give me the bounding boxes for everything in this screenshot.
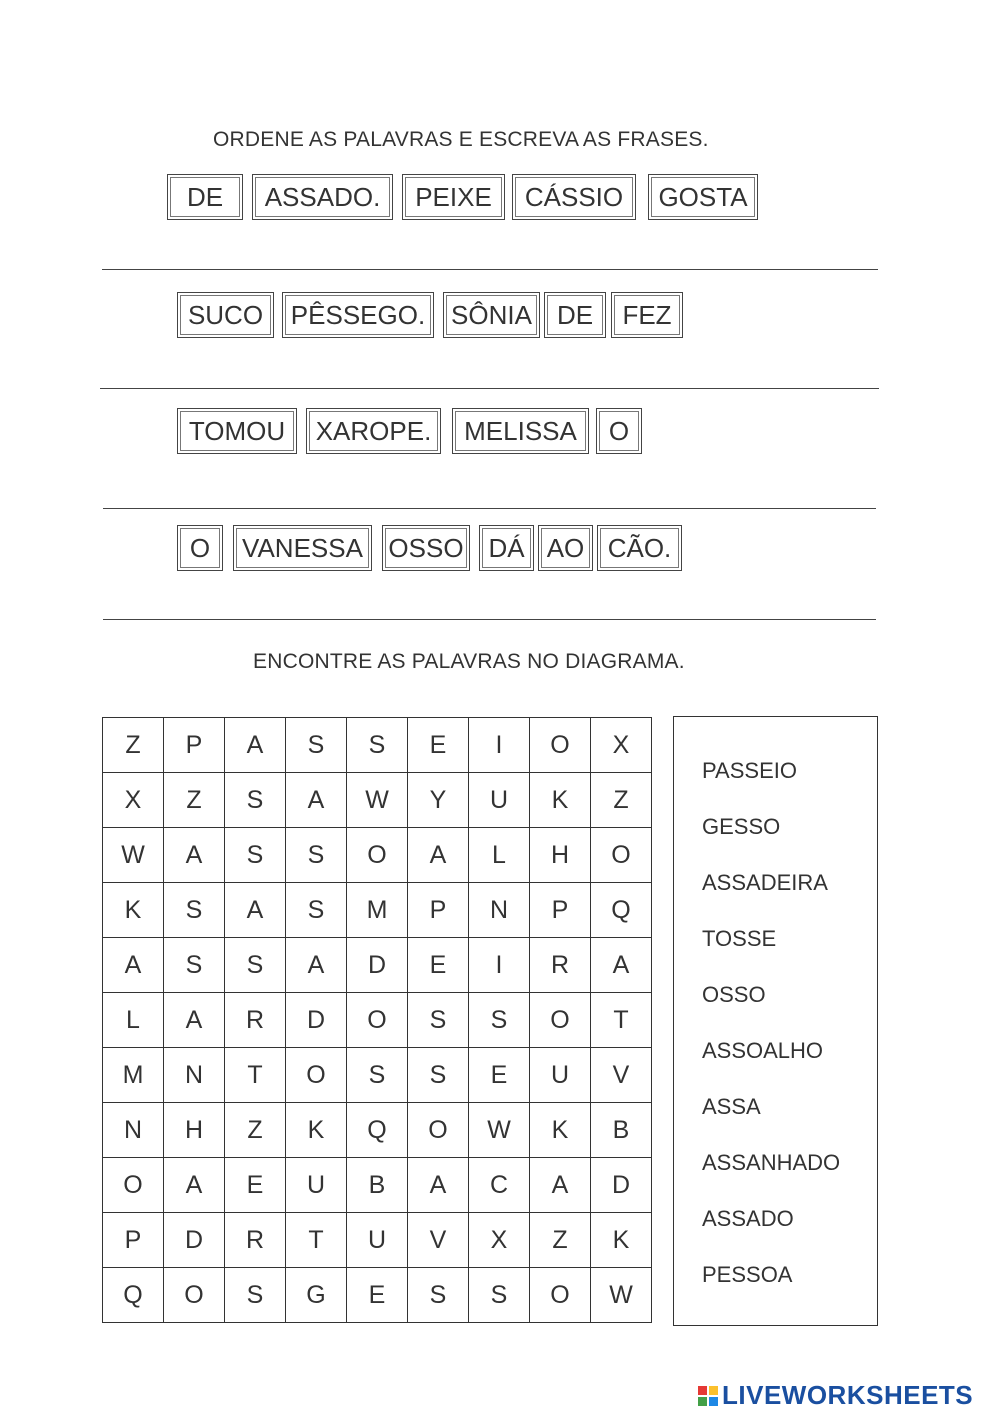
grid-cell[interactable]: R <box>530 938 591 993</box>
grid-cell[interactable]: Q <box>347 1103 408 1158</box>
word-tile[interactable]: MELISSA <box>452 408 589 454</box>
word-list-item: ASSADO <box>702 1206 794 1231</box>
grid-cell[interactable]: E <box>408 938 469 993</box>
grid-cell[interactable]: E <box>347 1268 408 1323</box>
grid-cell[interactable]: O <box>530 1268 591 1323</box>
grid-cell[interactable]: S <box>408 993 469 1048</box>
word-tile[interactable]: SUCO <box>177 292 274 338</box>
grid-cell[interactable]: A <box>408 1158 469 1213</box>
grid-cell[interactable]: R <box>225 993 286 1048</box>
word-list-item: PASSEIO <box>702 758 797 783</box>
grid-cell[interactable]: L <box>469 828 530 883</box>
word-list-item: GESSO <box>702 814 781 839</box>
grid-cell[interactable]: S <box>225 828 286 883</box>
grid-cell[interactable]: N <box>469 883 530 938</box>
grid-cell[interactable]: U <box>469 773 530 828</box>
grid-row <box>103 993 652 1048</box>
grid-cell[interactable]: W <box>103 828 164 883</box>
grid-cell[interactable]: V <box>591 1048 652 1103</box>
grid-cell[interactable]: D <box>286 993 347 1048</box>
grid-cell[interactable]: A <box>164 828 225 883</box>
grid-cell[interactable]: A <box>225 718 286 773</box>
grid-cell[interactable]: S <box>408 1268 469 1323</box>
grid-cell[interactable]: P <box>164 718 225 773</box>
grid-cell[interactable]: I <box>469 718 530 773</box>
grid-cell[interactable]: N <box>164 1048 225 1103</box>
grid-cell[interactable]: N <box>103 1103 164 1158</box>
grid-cell[interactable]: U <box>347 1213 408 1268</box>
grid-cell[interactable]: S <box>286 718 347 773</box>
grid-cell[interactable]: Y <box>408 773 469 828</box>
word-tile[interactable]: TOMOU <box>177 408 297 454</box>
grid-cell[interactable]: D <box>591 1158 652 1213</box>
grid-cell[interactable]: D <box>164 1213 225 1268</box>
grid-row <box>103 828 652 883</box>
answer-line-3[interactable] <box>103 508 876 509</box>
grid-cell[interactable]: K <box>530 773 591 828</box>
section2-title: ENCONTRE AS PALAVRAS NO DIAGRAMA. <box>253 650 685 673</box>
grid-row <box>103 938 652 993</box>
answer-line-2[interactable] <box>100 388 879 389</box>
word-list-item: PESSOA <box>702 1262 793 1287</box>
grid-cell[interactable]: S <box>164 938 225 993</box>
word-tile[interactable]: CÃO. <box>597 525 682 571</box>
word-tile[interactable]: CÁSSIO <box>512 174 636 220</box>
grid-cell[interactable]: K <box>530 1103 591 1158</box>
grid-cell[interactable]: S <box>225 773 286 828</box>
grid-cell[interactable]: K <box>286 1103 347 1158</box>
grid-cell[interactable]: R <box>225 1213 286 1268</box>
grid-cell[interactable]: O <box>103 1158 164 1213</box>
word-list-item: ASSOALHO <box>702 1038 824 1063</box>
grid-cell[interactable]: P <box>408 883 469 938</box>
grid-cell[interactable]: U <box>286 1158 347 1213</box>
liveworksheets-logo[interactable] <box>698 1380 973 1411</box>
grid-cell[interactable]: T <box>591 993 652 1048</box>
grid-cell[interactable]: W <box>469 1103 530 1158</box>
word-list-item: OSSO <box>702 982 766 1007</box>
word-tile[interactable]: FEZ <box>611 292 683 338</box>
grid-cell[interactable]: Z <box>591 773 652 828</box>
grid-cell[interactable]: E <box>408 718 469 773</box>
grid-cell[interactable]: K <box>591 1213 652 1268</box>
grid-cell[interactable]: O <box>408 1103 469 1158</box>
liveworksheets-logo-icon <box>698 1386 718 1406</box>
logo-text: LIVEWORKSHEETS <box>722 1380 974 1410</box>
grid-cell[interactable]: M <box>103 1048 164 1103</box>
grid-cell[interactable]: P <box>530 883 591 938</box>
grid-row <box>103 1268 652 1323</box>
grid-cell[interactable]: O <box>286 1048 347 1103</box>
word-tile[interactable]: DÁ <box>479 525 534 571</box>
grid-cell[interactable]: S <box>469 1268 530 1323</box>
grid-cell[interactable]: X <box>591 718 652 773</box>
answer-line-1[interactable] <box>102 269 878 270</box>
grid-cell[interactable]: V <box>408 1213 469 1268</box>
grid-row <box>103 883 652 938</box>
grid-row <box>103 773 652 828</box>
grid-cell[interactable]: H <box>530 828 591 883</box>
grid-cell[interactable]: S <box>225 1268 286 1323</box>
grid-cell[interactable]: W <box>591 1268 652 1323</box>
grid-cell[interactable]: S <box>408 1048 469 1103</box>
grid-cell[interactable]: M <box>347 883 408 938</box>
grid-cell[interactable]: Z <box>225 1103 286 1158</box>
grid-row <box>103 1103 652 1158</box>
word-list-item: TOSSE <box>702 926 777 951</box>
grid-cell[interactable]: O <box>164 1268 225 1323</box>
grid-cell[interactable]: X <box>469 1213 530 1268</box>
grid-cell[interactable]: U <box>530 1048 591 1103</box>
word-tile[interactable]: PÊSSEGO. <box>282 292 434 338</box>
grid-cell[interactable]: S <box>225 938 286 993</box>
grid-row <box>103 1048 652 1103</box>
grid-cell[interactable]: T <box>286 1213 347 1268</box>
word-tile[interactable]: ASSADO. <box>252 174 393 220</box>
grid-cell[interactable]: O <box>591 828 652 883</box>
grid-cell[interactable]: Q <box>103 1268 164 1323</box>
grid-cell[interactable]: D <box>347 938 408 993</box>
grid-row <box>103 1158 652 1213</box>
word-tile[interactable]: DE <box>544 292 606 338</box>
grid-cell[interactable]: A <box>286 773 347 828</box>
word-tile[interactable]: O <box>177 525 223 571</box>
word-tile[interactable]: SÔNIA <box>443 292 540 338</box>
grid-cell[interactable]: P <box>103 1213 164 1268</box>
grid-cell[interactable]: O <box>530 718 591 773</box>
grid-cell[interactable]: Z <box>103 718 164 773</box>
grid-cell[interactable]: S <box>469 993 530 1048</box>
grid-cell[interactable]: Q <box>591 883 652 938</box>
word-tile[interactable]: O <box>596 408 642 454</box>
grid-cell[interactable]: A <box>408 828 469 883</box>
grid-cell[interactable]: O <box>347 828 408 883</box>
grid-cell[interactable]: W <box>347 773 408 828</box>
word-tile[interactable]: PEIXE <box>402 174 505 220</box>
grid-cell[interactable]: O <box>530 993 591 1048</box>
word-list-item: ASSA <box>702 1094 761 1119</box>
word-tile[interactable]: XAROPE. <box>306 408 441 454</box>
grid-cell[interactable]: A <box>103 938 164 993</box>
word-tile[interactable]: AO <box>538 525 593 571</box>
grid-cell[interactable]: S <box>347 718 408 773</box>
word-search-grid <box>102 717 652 1323</box>
grid-cell[interactable]: A <box>164 1158 225 1213</box>
word-tile[interactable]: VANESSA <box>233 525 372 571</box>
grid-cell[interactable]: B <box>347 1158 408 1213</box>
grid-cell[interactable]: L <box>103 993 164 1048</box>
grid-cell[interactable]: T <box>225 1048 286 1103</box>
word-list-item: ASSANHADO <box>702 1150 841 1175</box>
grid-cell[interactable]: A <box>591 938 652 993</box>
grid-cell[interactable]: A <box>530 1158 591 1213</box>
word-tile[interactable]: OSSO <box>382 525 470 571</box>
grid-cell[interactable]: C <box>469 1158 530 1213</box>
grid-cell[interactable]: Z <box>164 773 225 828</box>
grid-cell[interactable]: A <box>225 883 286 938</box>
section1-title: ORDENE AS PALAVRAS E ESCREVA AS FRASES. <box>213 128 709 151</box>
grid-cell[interactable]: S <box>286 883 347 938</box>
grid-cell[interactable]: S <box>347 1048 408 1103</box>
grid-cell[interactable]: X <box>103 773 164 828</box>
answer-line-4[interactable] <box>103 619 876 620</box>
grid-cell[interactable]: E <box>225 1158 286 1213</box>
grid-cell[interactable]: B <box>591 1103 652 1158</box>
grid-cell[interactable]: K <box>103 883 164 938</box>
grid-cell[interactable]: I <box>469 938 530 993</box>
word-tile[interactable]: DE <box>167 174 243 220</box>
grid-cell[interactable]: Z <box>530 1213 591 1268</box>
grid-cell[interactable]: O <box>347 993 408 1048</box>
grid-cell[interactable]: A <box>286 938 347 993</box>
grid-cell[interactable]: G <box>286 1268 347 1323</box>
grid-cell[interactable]: E <box>469 1048 530 1103</box>
grid-row <box>103 1213 652 1268</box>
grid-cell[interactable]: H <box>164 1103 225 1158</box>
word-tile[interactable]: GOSTA <box>648 174 758 220</box>
grid-cell[interactable]: S <box>164 883 225 938</box>
word-list-box <box>673 716 878 1326</box>
grid-cell[interactable]: A <box>164 993 225 1048</box>
grid-row <box>103 718 652 773</box>
grid-cell[interactable]: S <box>286 828 347 883</box>
word-list-item: ASSADEIRA <box>702 870 828 895</box>
